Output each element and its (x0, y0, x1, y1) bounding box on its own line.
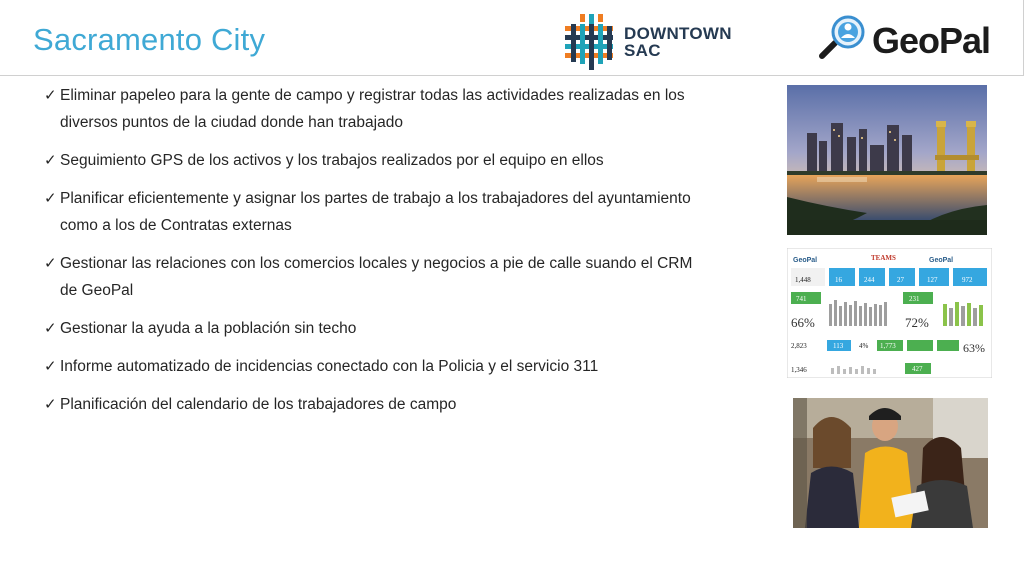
check-icon: ✓ (44, 319, 57, 337)
check-icon: ✓ (44, 395, 57, 413)
list-item (44, 82, 694, 136)
list-item (44, 353, 694, 380)
dashboard-brand-right: GeoPal (929, 257, 954, 264)
dashboard-title: TEAMS (871, 254, 896, 262)
check-icon: ✓ (44, 254, 57, 272)
list-item-text: Gestionar la ayuda a la población sin techo (60, 320, 357, 337)
check-icon: ✓ (44, 189, 57, 207)
kpi-value: 244 (864, 276, 875, 284)
check-icon: ✓ (44, 86, 57, 104)
list-item-text: Informe automatizado de incidencias conectado con la Policia y el servicio 311 (60, 358, 599, 375)
teams-dashboard-screenshot (787, 248, 992, 378)
percent-value: 66% (791, 315, 815, 330)
list-item-text: Eliminar papeleo para la gente de campo y registrar todas las actividades realizadas en los diversos puntos de la ciudad donde han trabajado (60, 87, 685, 131)
slide-header (0, 0, 1024, 76)
geopal-logo (818, 14, 998, 60)
dashboard-illustration (787, 248, 992, 378)
week-value: 1,773 (880, 342, 896, 350)
kpi-value: 27 (897, 276, 904, 284)
list-item (44, 391, 694, 418)
week-value: 4% (859, 342, 869, 350)
magnifier-globe-icon (818, 14, 870, 60)
list-item (44, 315, 694, 342)
kpi-value: 16 (835, 276, 842, 284)
week-value: 2,823 (791, 342, 807, 350)
panel-value: 741 (796, 295, 807, 303)
percent-value: 72% (905, 315, 929, 330)
list-item (44, 147, 694, 174)
people-illustration (793, 398, 988, 528)
kpi-value: 1,448 (795, 276, 811, 284)
skyline-illustration (787, 85, 987, 235)
downtown-sac-mark-icon (565, 14, 613, 70)
check-icon: ✓ (44, 357, 57, 375)
list-item-text: Planificación del calendario de los trabajadores de campo (60, 396, 457, 413)
page-title: Sacramento City (33, 22, 266, 57)
feature-list (44, 82, 694, 429)
list-item-text: Seguimiento GPS de los activos y los trabajos realizados por el equipo en ellos (60, 152, 604, 169)
list-item (44, 250, 694, 304)
bottom-value: 427 (912, 365, 923, 373)
list-item-text: Gestionar las relaciones con los comercios locales y negocios a pie de calle suando el CRM de GeoPal (60, 255, 693, 299)
kpi-value: 972 (962, 276, 973, 284)
percent-value: 63% (963, 341, 985, 355)
geopal-wordmark: GeoPal (872, 20, 991, 61)
sacramento-skyline-photo (787, 85, 987, 235)
downtown-sac-wordmark (624, 25, 732, 59)
downtown-sac-line2: SAC (624, 41, 661, 60)
field-workers-photo (793, 398, 988, 528)
kpi-value: 127 (927, 276, 938, 284)
week-value: 113 (833, 342, 844, 350)
check-icon: ✓ (44, 151, 57, 169)
list-item-text: Planificar eficientemente y asignar los partes de trabajo a los trabajadores del ayuntamiento como a los de Contratas externas (60, 190, 691, 234)
list-item (44, 185, 694, 239)
dashboard-brand-left: GeoPal (793, 257, 818, 264)
downtown-sac-line1: DOWNTOWN (624, 24, 732, 43)
bottom-value: 1,346 (791, 366, 807, 374)
panel-value: 231 (909, 295, 920, 303)
downtown-sac-logo (565, 14, 745, 70)
